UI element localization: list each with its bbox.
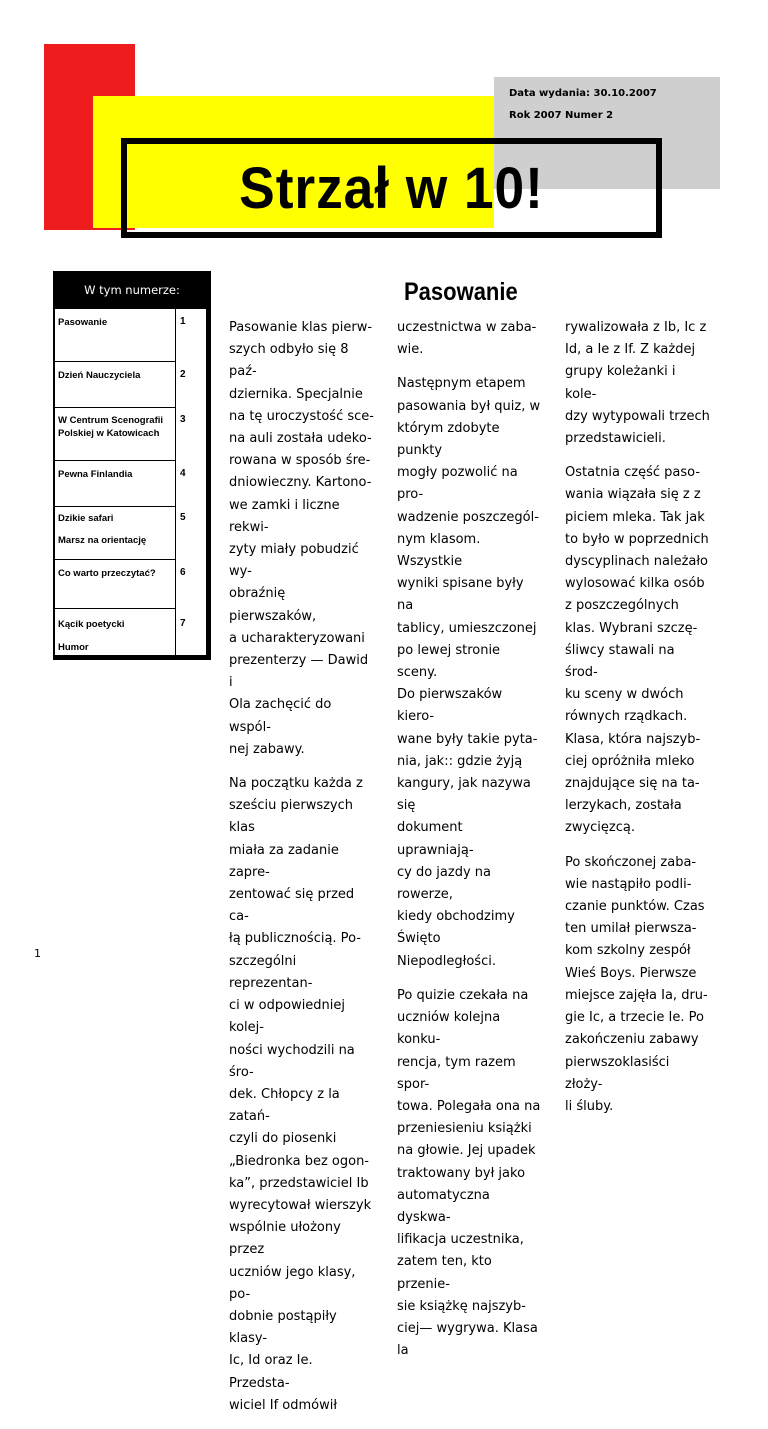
article-line: automatyczna dyskwa- (397, 1187, 490, 1225)
article-line: to było w poprzednich (565, 531, 709, 547)
article-line: zwycięzcą. (565, 820, 635, 836)
toc-divider (175, 309, 176, 655)
article-line: sie książkę najszyb- (397, 1298, 526, 1314)
toc-item-title[interactable]: Pewna Finlandia (58, 469, 133, 480)
article-line: gie Ic, a trzecie Ie. Po (565, 1010, 704, 1026)
toc-item-title[interactable]: Dzikie safari (58, 513, 114, 524)
article-line: lifikacja uczestnika, (397, 1232, 524, 1248)
article-line: kangury, jak nazywa się (397, 776, 531, 814)
issue-date: Data wydania: 30.10.2007 (509, 88, 657, 99)
toc-item-page: 3 (180, 414, 186, 425)
article-line: pierwszoklasiści złoży- (565, 1054, 670, 1092)
article-paragraph (397, 373, 542, 972)
article-line: Święto Niepodległości. (397, 931, 496, 969)
toc-separator (55, 361, 175, 362)
article-line: Wieś Boys. Pierwsze (565, 965, 697, 981)
article-line: wane były takie pyta- (397, 731, 538, 747)
article-paragraph (565, 852, 710, 1118)
article-line: czanie punktów. Czas (565, 899, 705, 915)
toc-item-title[interactable]: Marsz na orientację (58, 535, 147, 546)
toc-separator (55, 460, 175, 461)
article-line: grupy koleżanki i kole- (565, 364, 676, 402)
toc-item-page: 6 (180, 567, 186, 578)
article-line: uczniów jego klasy, po- (229, 1264, 356, 1302)
article-line: zakończeniu zabawy (565, 1032, 699, 1048)
article-line: Id, a Ie z If. Z każdej (565, 342, 696, 358)
article-line: we zamki i liczne rekwi- (229, 497, 340, 535)
article-line: wiciel If odmówił (229, 1397, 338, 1413)
toc-item-title[interactable]: Pasowanie (58, 317, 108, 328)
article-line: Na początku każda z (229, 776, 363, 792)
article-line: rencja, tym razem spor- (397, 1054, 516, 1092)
article-line: Po skończonej zaba- (565, 854, 697, 870)
article-line: równych rządkach. (565, 709, 688, 725)
article-paragraph (397, 317, 542, 361)
article-line: na głowie. Jej upadek (397, 1143, 536, 1159)
article-paragraph (229, 317, 374, 761)
toc-item-title[interactable]: W Centrum Scenografii Polskiej w Katowicach (58, 415, 164, 439)
article-line: ciej opróżniła mleko (565, 753, 695, 769)
article-line: pasowania był quiz, w (397, 398, 541, 414)
article-line: śliwcy stawali na środ- (565, 642, 675, 681)
article-line: Ola zachęcić do wspól- (229, 697, 332, 735)
toc-item-page: 7 (180, 618, 186, 629)
article-line: tablicy, umieszczonej (397, 620, 537, 636)
article-line: znajdujące się na ta- (565, 776, 700, 792)
toc-item-title[interactable]: Kącik poetycki (58, 619, 125, 630)
article-line: lerzykach, została (565, 798, 682, 814)
article-line: dyscyplinach należało (565, 554, 709, 570)
article-line: Ostatnia część paso- (565, 465, 701, 481)
article-line: miejsce zajęła Ia, dru- (565, 987, 708, 1003)
article-line: miała za zadanie zapre- (229, 842, 339, 880)
article-line: a ucharakteryzowani (229, 630, 365, 646)
article-line: nia, jak:: gdzie żyją (397, 753, 523, 769)
article-line: ności wychodzili na śro- (229, 1042, 355, 1080)
article-line: prezenterzy — Dawid i (229, 653, 369, 691)
toc-item-page: 1 (180, 316, 186, 327)
article-line: wie. (397, 342, 424, 358)
article-line: towa. Polegała ona na (397, 1098, 541, 1114)
toc-item-title[interactable]: Dzień Nauczyciela (58, 370, 141, 381)
article-line: zatem ten, kto przenie- (397, 1254, 492, 1292)
article-line: cy do jazdy na rowerze, (397, 864, 491, 903)
article-line: szczególni reprezentan- (229, 953, 313, 991)
article-title: Pasowanie (404, 278, 518, 306)
article-line: nej zabawy. (229, 741, 305, 757)
article-column (397, 317, 542, 1374)
article-line: ku sceny w dwóch (565, 687, 684, 703)
newsletter-title: Strzał w 10! (239, 155, 544, 221)
article-line: piciem mleka. Tak jak (565, 509, 705, 525)
article-line: czyli do piosenki (229, 1131, 337, 1147)
article-line: mogły pozwolić na pro- (397, 465, 518, 503)
article-line: klas. Wybrani szczę- (565, 620, 698, 636)
toc-separator (55, 407, 175, 408)
article-line: na auli została udeko- (229, 431, 372, 447)
article-line: wyniki spisane były na (397, 576, 524, 614)
toc-item-page: 4 (180, 468, 186, 479)
article-line: Pasowanie klas pierw- (229, 320, 373, 335)
toc-item-title[interactable]: Humor (58, 642, 89, 653)
page-number: 1 (34, 947, 41, 960)
article-line: uczestnictwa w zaba- (397, 320, 537, 335)
article-line: kiedy obchodzimy (397, 909, 515, 925)
article-line: łą publicznością. Po- (229, 931, 361, 947)
article-line: ciej— wygrywa. Klasa la (397, 1320, 538, 1359)
article-line: ci w odpowiedniej kolej- (229, 998, 346, 1036)
article-line: wyrecytował wierszyk (229, 1197, 372, 1213)
article-line: wylosować kilka osób (565, 576, 705, 592)
article-line: li śluby. (565, 1098, 614, 1114)
article-line: Następnym etapem (397, 376, 526, 392)
toc-item-title[interactable]: Co warto przeczytać? (58, 568, 156, 579)
article-paragraph (397, 985, 542, 1362)
article-paragraph (565, 317, 710, 450)
article-line: którym zdobyte punkty (397, 420, 500, 459)
article-column (229, 317, 374, 1429)
article-line: po lewej stronie sceny. (397, 642, 501, 681)
article-line: Ic, Id oraz Ie. Przedsta- (229, 1353, 313, 1391)
article-line: traktowany był jako (397, 1165, 526, 1181)
article-line: szych odbyło się 8 paź- (229, 342, 349, 380)
article-line: sześciu pierwszych klas (229, 798, 354, 836)
article-line: nym klasom. Wszystkie (397, 531, 481, 570)
article-line: Po quizie czekała na (397, 987, 529, 1003)
issue-number: Rok 2007 Numer 2 (509, 110, 614, 121)
article-line: uczniów kolejna konku- (397, 1010, 501, 1048)
article-line: dobnie postąpiły klasy- (229, 1308, 337, 1347)
article-paragraph (565, 462, 710, 839)
article-line: dziernika. Specjalnie (229, 386, 363, 402)
article-line: dzy wytypowali trzech (565, 408, 710, 424)
toc-item-page: 2 (180, 369, 186, 380)
article-line: obraźnię pierwszaków, (229, 586, 317, 624)
article-line: na tę uroczystość sce- (229, 408, 374, 424)
article-line: zentować się przed ca- (229, 887, 355, 925)
article-line: ka”, przedstawiciel Ib (229, 1175, 369, 1191)
article-line: dniowieczny. Kartono- (229, 475, 372, 491)
toc-separator (55, 608, 175, 609)
article-line: ten umilał pierwsza- (565, 921, 697, 937)
toc-heading: W tym numerze: (53, 271, 211, 309)
article-line: przeniesieniu książki (397, 1121, 532, 1137)
toc-item-page: 5 (180, 512, 186, 523)
article-line: wie nastąpiło podli- (565, 876, 692, 892)
toc-separator (55, 506, 175, 507)
article-line: przedstawicieli. (565, 431, 666, 447)
article-paragraph (229, 773, 374, 1417)
article-line: wadzenie poszczegól- (397, 509, 539, 525)
article-column (565, 317, 710, 1130)
article-line: dokument uprawniają- (397, 820, 474, 858)
article-line: „Biedronka bez ogon- (229, 1153, 369, 1169)
article-line: z poszczególnych (565, 598, 679, 614)
article-line: rywalizowała z Ib, Ic z (565, 320, 707, 335)
article-line: wania wiązała się z z (565, 487, 701, 503)
article-line: Klasa, która najszyb- (565, 731, 701, 747)
article-line: Do pierwszaków kiero- (397, 687, 503, 725)
toc-separator (55, 559, 175, 560)
article-line: wspólnie ułożony przez (229, 1220, 341, 1258)
article-line: kom szkolny zespół (565, 943, 691, 959)
article-line: rowana w sposób śre- (229, 453, 371, 469)
article-line: dek. Chłopcy z la zatań- (229, 1086, 340, 1125)
article-line: zyty miały pobudzić wy- (229, 542, 359, 580)
